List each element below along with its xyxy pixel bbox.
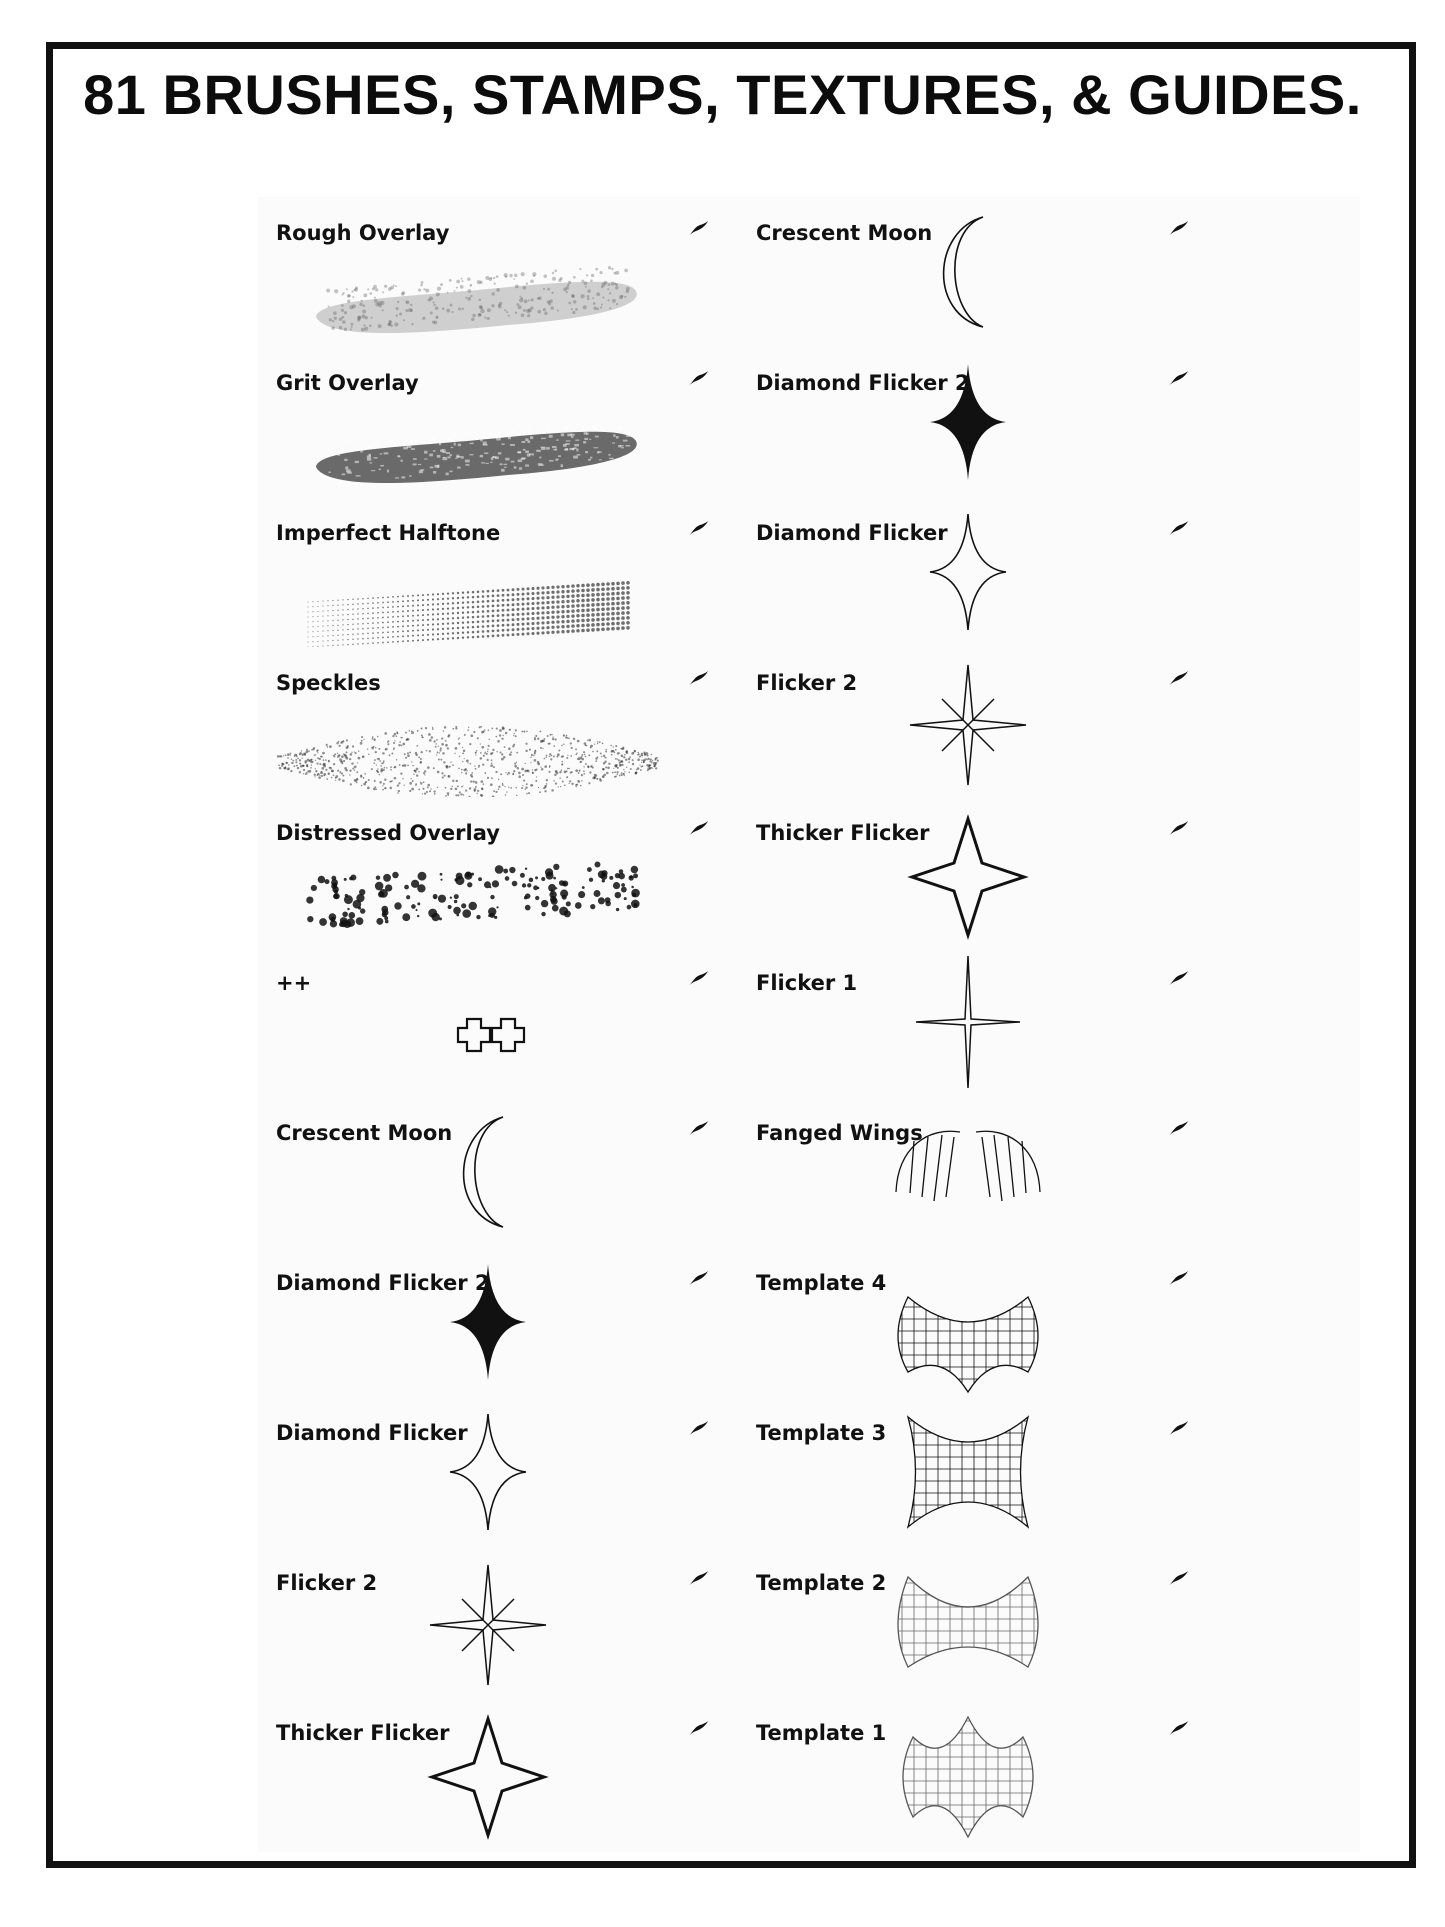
brush-stroke-icon — [686, 1419, 710, 1439]
brush-name: Thicker Flicker — [756, 821, 930, 845]
brush-stroke-icon — [1166, 1719, 1190, 1739]
brush-name: Template 3 — [756, 1421, 887, 1445]
brush-stroke-icon — [686, 1569, 710, 1589]
brush-stroke-icon — [686, 969, 710, 989]
brush-stroke-preview — [738, 647, 1208, 797]
brush-stroke-icon — [686, 819, 710, 839]
brush-name: Diamond Flicker 2 — [276, 1271, 490, 1295]
brush-stroke-icon — [1166, 669, 1190, 689]
left-brush-item[interactable] — [258, 1397, 728, 1547]
brush-stroke-preview — [738, 1097, 1208, 1247]
brush-stroke-icon — [1166, 1119, 1190, 1139]
right-brush-item[interactable] — [738, 1097, 1208, 1247]
brush-name: Flicker 2 — [756, 671, 858, 695]
brush-name: Flicker 1 — [756, 971, 858, 995]
brush-stroke-icon — [1166, 819, 1190, 839]
brush-stroke-icon — [1166, 369, 1190, 389]
brush-stroke-preview — [258, 1697, 728, 1847]
brush-name: Thicker Flicker — [276, 1721, 450, 1745]
brush-name: Speckles — [276, 671, 381, 695]
left-brush-item[interactable] — [258, 1547, 728, 1697]
right-brush-item[interactable] — [738, 1697, 1208, 1847]
brush-stroke-icon — [686, 1719, 710, 1739]
brush-name: Distressed Overlay — [276, 821, 500, 845]
brush-stroke-preview — [738, 1247, 1208, 1397]
brush-library-panel — [258, 197, 1360, 1852]
brush-stroke-preview — [258, 1397, 728, 1547]
brush-name: Grit Overlay — [276, 371, 419, 395]
left-brush-item[interactable] — [258, 347, 728, 497]
left-brush-item[interactable] — [258, 947, 728, 1097]
brush-name: Imperfect Halftone — [276, 521, 501, 545]
brush-name: Template 2 — [756, 1571, 887, 1595]
brush-name: Crescent Moon — [276, 1121, 453, 1145]
brush-stroke-icon — [1166, 219, 1190, 239]
brush-stroke-preview — [258, 497, 728, 647]
brush-stroke-icon — [686, 669, 710, 689]
right-brush-item[interactable] — [738, 797, 1208, 947]
brush-stroke-icon — [1166, 969, 1190, 989]
brush-name: ++ — [276, 971, 312, 995]
brush-name: Diamond Flicker — [756, 521, 948, 545]
right-brush-item[interactable] — [738, 647, 1208, 797]
brush-stroke-preview — [738, 1547, 1208, 1697]
brush-stroke-preview — [738, 197, 1208, 347]
brush-stroke-preview — [258, 347, 728, 497]
brush-name: Diamond Flicker 2 — [756, 371, 970, 395]
right-brush-item[interactable] — [738, 197, 1208, 347]
brush-name: Crescent Moon — [756, 221, 933, 245]
right-brush-item[interactable] — [738, 497, 1208, 647]
left-brush-item[interactable] — [258, 1697, 728, 1847]
brush-stroke-preview — [738, 1397, 1208, 1547]
left-brush-item[interactable] — [258, 647, 728, 797]
brush-name: Fanged Wings — [756, 1121, 923, 1145]
brush-name: Rough Overlay — [276, 221, 450, 245]
brush-stroke-preview — [258, 1097, 728, 1247]
left-brush-item[interactable] — [258, 1097, 728, 1247]
brush-stroke-icon — [1166, 519, 1190, 539]
left-brush-item[interactable] — [258, 197, 728, 347]
right-brush-item[interactable] — [738, 1547, 1208, 1697]
brush-name: Diamond Flicker — [276, 1421, 468, 1445]
right-brush-item[interactable] — [738, 347, 1208, 497]
brush-name: Flicker 2 — [276, 1571, 378, 1595]
right-brush-item[interactable] — [738, 947, 1208, 1097]
right-brush-item[interactable] — [738, 1397, 1208, 1547]
brush-stroke-preview — [258, 947, 728, 1097]
brush-stroke-preview — [738, 497, 1208, 647]
page-title: 81 BRUSHES, STAMPS, TEXTURES, & GUIDES. — [83, 63, 1362, 126]
brush-stroke-preview — [738, 347, 1208, 497]
brush-stroke-icon — [1166, 1569, 1190, 1589]
brush-stroke-preview — [258, 647, 728, 797]
brush-stroke-preview — [258, 1547, 728, 1697]
brush-stroke-icon — [686, 369, 710, 389]
brush-stroke-icon — [686, 1269, 710, 1289]
brush-stroke-preview — [258, 197, 728, 347]
brush-stroke-icon — [686, 1119, 710, 1139]
brush-stroke-icon — [686, 519, 710, 539]
brush-name: Template 1 — [756, 1721, 887, 1745]
left-brush-item[interactable] — [258, 797, 728, 947]
brush-stroke-preview — [258, 797, 728, 947]
left-brush-item[interactable] — [258, 1247, 728, 1397]
brush-stroke-preview — [738, 797, 1208, 947]
brush-stroke-icon — [1166, 1269, 1190, 1289]
brush-name: Template 4 — [756, 1271, 887, 1295]
brush-stroke-icon — [1166, 1419, 1190, 1439]
brush-stroke-icon — [686, 219, 710, 239]
brush-stroke-preview — [258, 1247, 728, 1397]
right-brush-item[interactable] — [738, 1247, 1208, 1397]
left-brush-item[interactable] — [258, 497, 728, 647]
brush-stroke-preview — [738, 1697, 1208, 1847]
brush-stroke-preview — [738, 947, 1208, 1097]
